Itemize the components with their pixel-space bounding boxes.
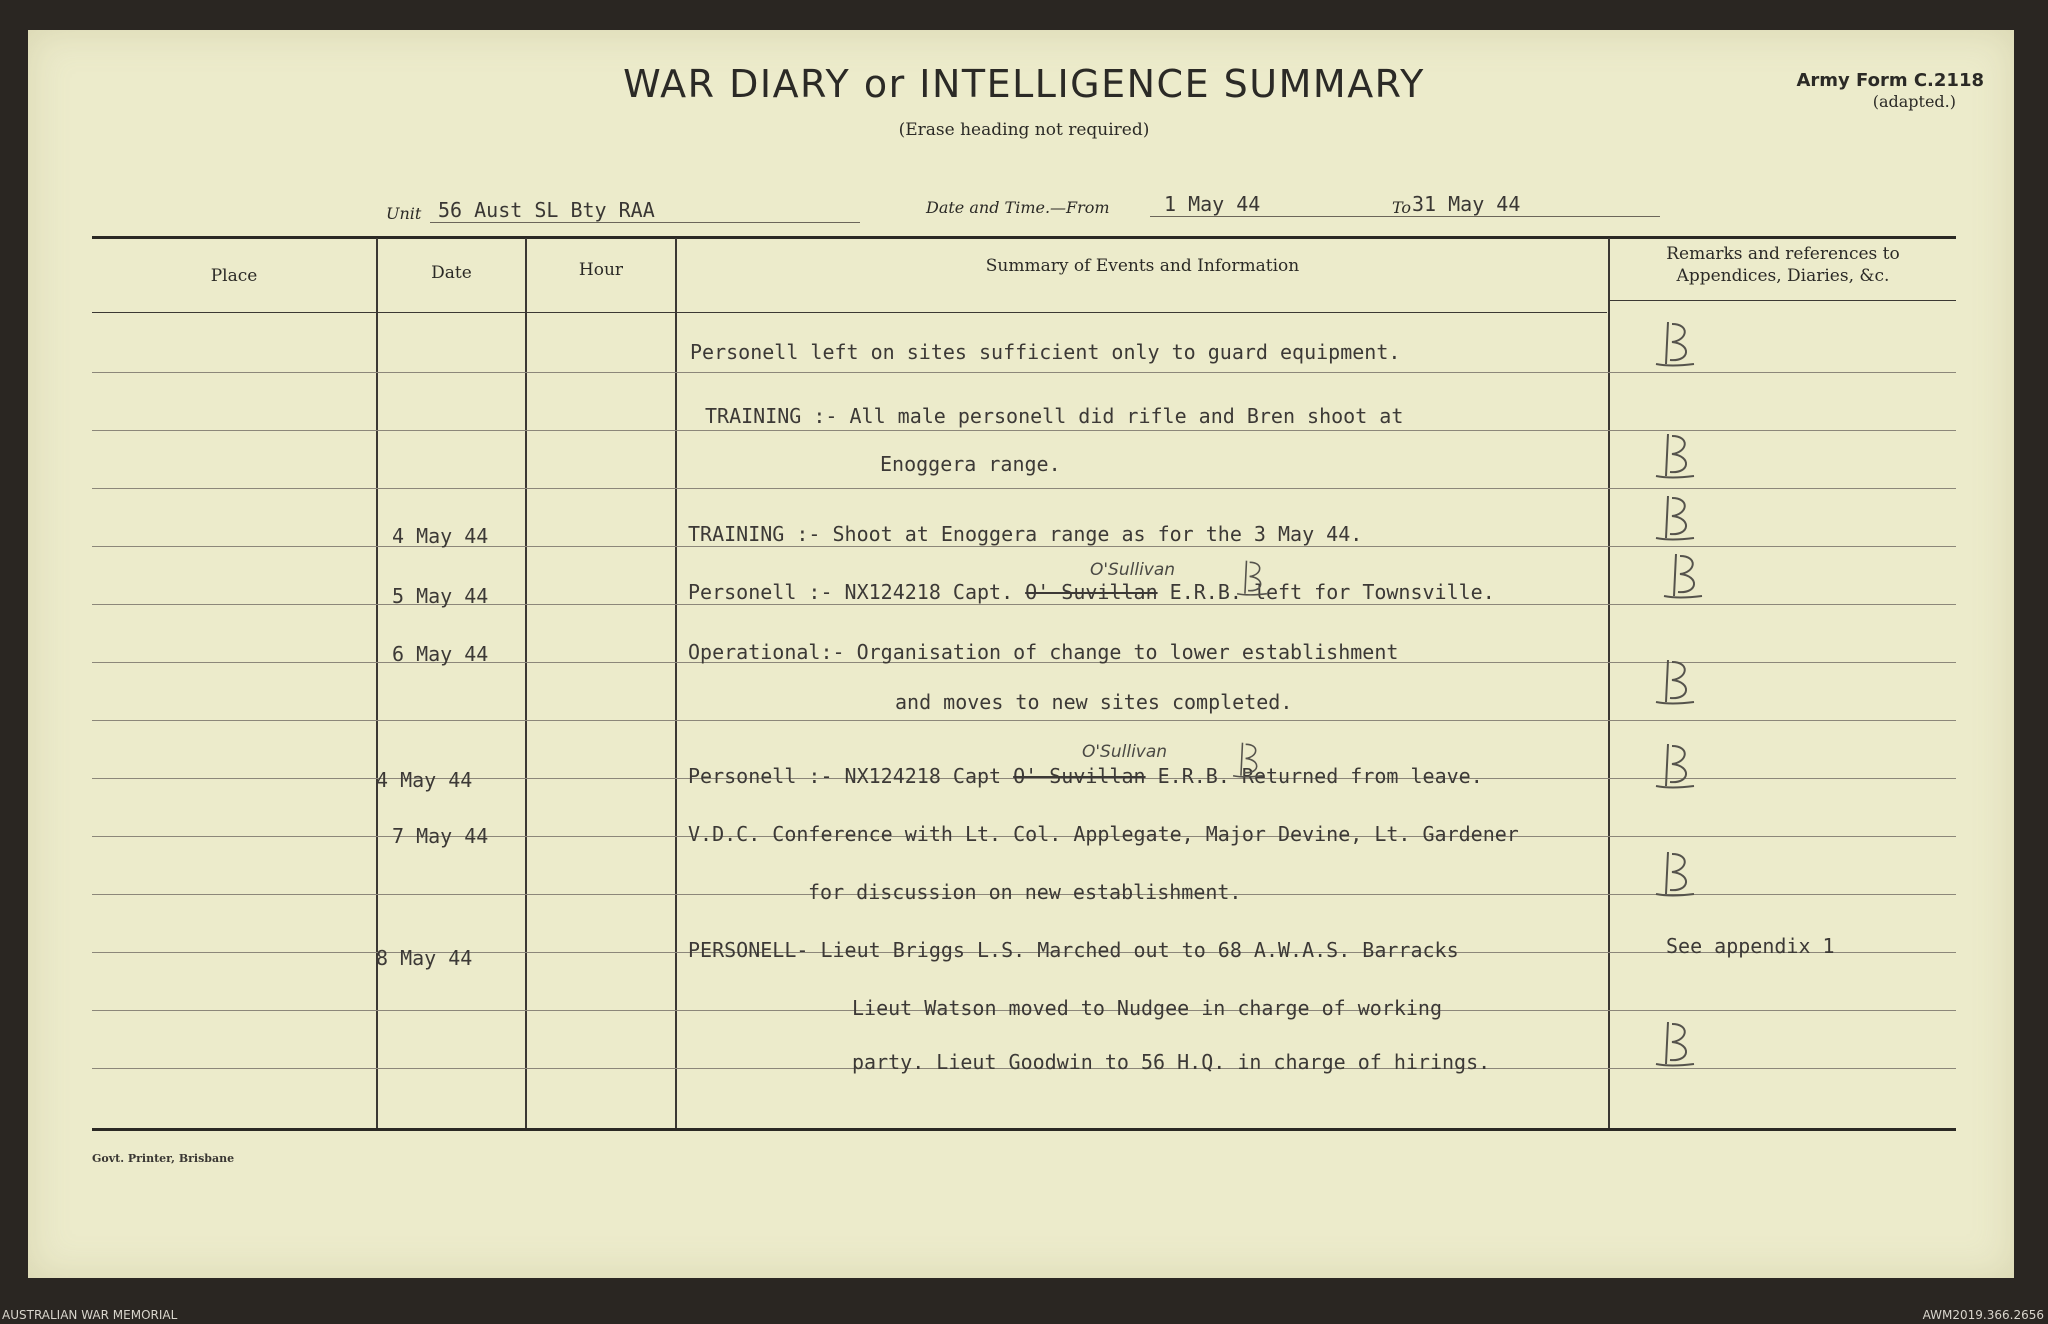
entry-text: V.D.C. Conference with Lt. Col. Applegate, Major Devine, Lt. Gardener [688, 822, 1519, 846]
column-header-remarks-line1: Remarks and references to [1666, 244, 1900, 264]
printer-credit: Govt. Printer, Brisbane [92, 1152, 235, 1165]
remarks-entry: See appendix 1 [1666, 934, 1835, 958]
entry-text: Enoggera range. [880, 452, 1061, 476]
entry-text [688, 580, 1495, 604]
entry-date: 8 May 44 [376, 946, 473, 970]
date-to-label: To [1392, 198, 1412, 217]
entry-text: and moves to new sites completed. [895, 690, 1293, 714]
ruled-line [92, 372, 1956, 373]
entry-date: 7 May 44 [392, 824, 489, 848]
entry-date: 4 May 44 [376, 768, 473, 792]
entry-text: Personell left on sites sufficient only to guard equipment. [690, 340, 1401, 364]
date-from-value: 1 May 44 [1164, 192, 1261, 216]
header-rule [92, 312, 1607, 313]
handwritten-initials [1650, 846, 1700, 902]
ruled-line [92, 604, 1956, 605]
unit-label: Unit [386, 204, 422, 223]
entry-text: Operational:- Organisation of change to lower establishment [688, 640, 1399, 664]
unit-value: 56 Aust SL Bty RAA [438, 198, 655, 222]
date-from-label: Date and Time.—From [926, 198, 1110, 217]
entry-text-part: Personell :- NX124218 Capt. [688, 580, 1014, 604]
handwritten-initials [1650, 1014, 1700, 1074]
entry-text: TRAINING :- All male personell did rifle and Bren shoot at [705, 404, 1404, 428]
handwritten-initials [1650, 490, 1700, 546]
handwritten-initials [1228, 738, 1268, 782]
column-header-date: Date [431, 263, 472, 283]
column-header-place: Place [210, 266, 258, 286]
entry-date: 6 May 44 [392, 642, 489, 666]
entry-date: 4 May 44 [392, 524, 489, 548]
struck-text: O' Suvillan [1025, 580, 1158, 604]
handwritten-initials [1650, 654, 1700, 710]
struck-text: O' Suvillan [1013, 764, 1146, 788]
archive-reference: AWM2019.366.2656 [1922, 1308, 2044, 1322]
archive-caption: AUSTRALIAN WAR MEMORIAL [2, 1308, 178, 1322]
entry-text: party. Lieut Goodwin to 56 H.Q. in charge of hirings. [852, 1050, 1491, 1074]
ruled-line [92, 488, 1956, 489]
entry-text: for discussion on new establishment. [808, 880, 1242, 904]
column-header-remarks-line2: Appendices, Diaries, &c. [1676, 266, 1890, 286]
entry-text-part: E.R.B. left for Townsville. [1169, 580, 1495, 604]
date-to-value: 31 May 44 [1412, 192, 1521, 216]
army-form-label: Army Form C.2118 [1796, 70, 1984, 91]
unit-underline [430, 222, 860, 223]
handwritten-initials [1650, 428, 1700, 484]
handwritten-correction: O'Sullivan [1082, 742, 1168, 762]
table-top-border [92, 236, 1956, 239]
entry-text-part: Personell :- NX124218 Capt [688, 764, 1002, 788]
page-subtitle: (Erase heading not required) [898, 120, 1150, 140]
remarks-header-rule [1610, 300, 1956, 301]
table-bottom-border [92, 1128, 1956, 1131]
entry-text: PERSONELL- Lieut Briggs L.S. Marched out to 68 A.W.A.S. Barracks [688, 938, 1459, 962]
ruled-line [92, 720, 1956, 721]
entry-text [688, 764, 1483, 788]
entry-text: Lieut Watson moved to Nudgee in charge of working [852, 996, 1443, 1020]
handwritten-correction: O'Sullivan [1090, 560, 1176, 580]
ruled-line [92, 546, 1956, 547]
handwritten-initials [1232, 556, 1272, 600]
handwritten-initials [1658, 548, 1708, 604]
entry-date: 5 May 44 [392, 584, 489, 608]
handwritten-initials [1650, 738, 1700, 794]
entry-text-part: E.R.B. Returned from leave. [1157, 764, 1483, 788]
column-header-summary: Summary of Events and Information [985, 256, 1300, 276]
entry-text: TRAINING :- Shoot at Enoggera range as for the 3 May 44. [688, 522, 1363, 546]
column-header-hour: Hour [578, 260, 624, 280]
adapted-label: (adapted.) [1872, 92, 1956, 111]
page-title: WAR DIARY or INTELLIGENCE SUMMARY [623, 62, 1425, 106]
handwritten-initials [1650, 316, 1700, 372]
